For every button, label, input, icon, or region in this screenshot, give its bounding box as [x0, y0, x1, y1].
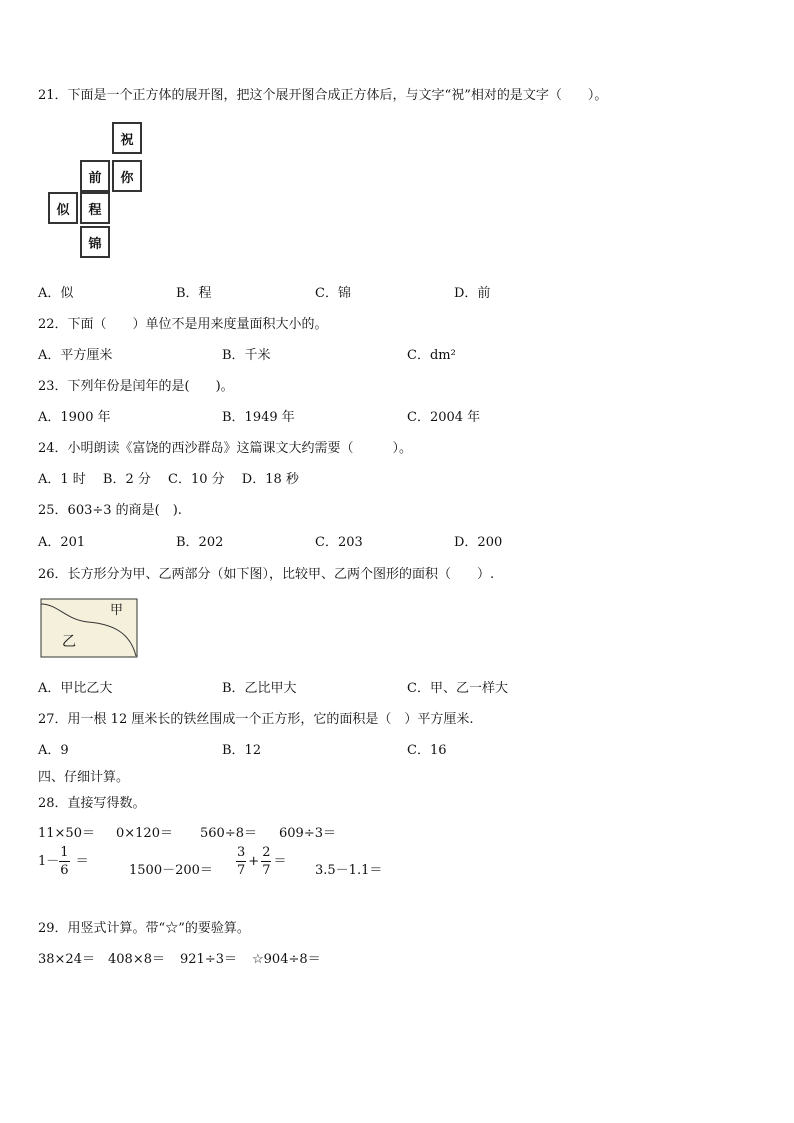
expr5-prefix: 1－ — [38, 854, 60, 869]
q29-expr-2: 408×8＝ — [108, 952, 165, 967]
q26-option-c[interactable]: C．甲、乙一样大 — [407, 681, 508, 696]
q22-option-c[interactable]: C．dm² — [407, 348, 456, 363]
expr7-equals: ＝ — [273, 854, 287, 869]
frac-num: 2 — [262, 845, 271, 860]
q28-expr-4: 609÷3＝ — [279, 826, 336, 841]
q27-option-a[interactable]: A．9 — [38, 743, 69, 758]
frac-num: 1 — [60, 845, 69, 860]
q29-stem: 29．用竖式计算。带“☆”的要验算。 — [38, 921, 250, 936]
q24-options[interactable]: A．1 时 B．2 分 C．10 分 D．18 秒 — [38, 472, 299, 487]
q25-option-b[interactable]: B．202 — [176, 535, 224, 550]
q29-expr-3: 921÷3＝ — [180, 952, 237, 967]
rectangle-svg — [40, 598, 138, 658]
q23-stem: 23．下列年份是闰年的是( )。 — [38, 379, 234, 394]
frac-num: 3 — [237, 845, 246, 860]
q22-option-a[interactable]: A．平方厘米 — [38, 348, 113, 363]
q28-expr-6: 1500－200＝ — [129, 863, 213, 878]
fraction-three-sevenths — [236, 846, 246, 877]
q21-option-b[interactable]: B．程 — [176, 286, 212, 301]
q28-expr-5 — [38, 846, 89, 877]
label-jia: 甲 — [110, 603, 124, 618]
q21-option-d[interactable]: D．前 — [454, 286, 491, 301]
cube-cell-ni: 你 — [112, 160, 142, 192]
cube-cell-si: 似 — [48, 192, 78, 224]
fraction-one-sixth — [59, 846, 69, 877]
q28-expr-8: 3.5－1.1＝ — [315, 863, 383, 878]
q28-expr-1: 11×50＝ — [38, 826, 95, 841]
cube-cell-jin: 锦 — [80, 226, 110, 258]
fraction-two-sevenths — [261, 846, 271, 877]
expr5-equals: ＝ — [75, 854, 89, 869]
q28-stem: 28．直接写得数。 — [38, 796, 146, 811]
q23-option-c[interactable]: C．2004 年 — [407, 410, 481, 425]
q26-option-a[interactable]: A．甲比乙大 — [38, 681, 113, 696]
plus-sign: + — [248, 854, 260, 869]
q26-option-b[interactable]: B．乙比甲大 — [222, 681, 297, 696]
q28-expr-2: 0×120＝ — [116, 826, 173, 841]
q22-option-b[interactable]: B．千米 — [222, 348, 271, 363]
q21-stem: 21．下面是一个正方体的展开图，把这个展开图合成正方体后，与文字“祝”相对的是文字（ ）。 — [38, 88, 608, 103]
q23-option-a[interactable]: A．1900 年 — [38, 410, 111, 425]
q29-expr-1: 38×24＝ — [38, 952, 95, 967]
q23-option-b[interactable]: B．1949 年 — [222, 410, 295, 425]
frac-den: 6 — [60, 863, 69, 878]
q21-option-a[interactable]: A．似 — [38, 286, 74, 301]
q27-stem: 27．用一根 12 厘米长的铁丝围成一个正方形，它的面积是（ ）平方厘米. — [38, 712, 474, 727]
section-heading: 四、仔细计算。 — [38, 770, 130, 785]
q25-option-a[interactable]: A．201 — [38, 535, 86, 550]
q25-option-d[interactable]: D．200 — [454, 535, 503, 550]
q27-option-c[interactable]: C．16 — [407, 743, 447, 758]
cube-cell-zhu: 祝 — [112, 122, 142, 154]
q25-stem: 25．603÷3 的商是( ). — [38, 503, 182, 518]
q25-option-c[interactable]: C．203 — [315, 535, 363, 550]
frac-den: 7 — [262, 863, 271, 878]
q21-option-c[interactable]: C．锦 — [315, 286, 351, 301]
cube-cell-cheng: 程 — [80, 192, 110, 224]
q26-stem: 26．长方形分为甲、乙两部分（如下图），比较甲、乙两个图形的面积（ ）. — [38, 567, 495, 582]
q24-stem: 24．小明朗读《富饶的西沙群岛》这篇课文大约需要（ ）。 — [38, 441, 413, 456]
q22-stem: 22．下面（ ）单位不是用来度量面积大小的。 — [38, 317, 328, 332]
cube-cell-qian: 前 — [80, 160, 110, 192]
q29-expr-4: ☆904÷8＝ — [252, 952, 321, 967]
q28-expr-7 — [236, 846, 286, 877]
label-yi: 乙 — [62, 634, 76, 650]
q28-expr-3: 560÷8＝ — [200, 826, 257, 841]
frac-den: 7 — [237, 863, 246, 878]
rectangle-figure — [40, 598, 138, 662]
q27-option-b[interactable]: B．12 — [222, 743, 262, 758]
